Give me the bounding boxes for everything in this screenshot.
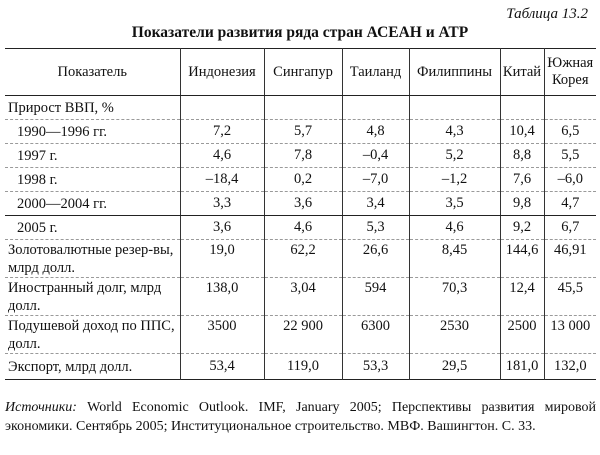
table-cell: 45,5 (544, 278, 596, 316)
table-title: Показатели развития ряда стран АСЕАН и АТР (131, 24, 469, 41)
table-cell: 2530 (409, 316, 500, 354)
column-header-indonesia: Индонезия (180, 49, 264, 96)
table-cell: 46,91 (544, 240, 596, 278)
column-header-thailand: Таиланд (342, 49, 409, 96)
table-cell: 22 900 (264, 316, 342, 354)
column-header-china: Китай (500, 49, 544, 96)
table-number: Таблица 13.2 (506, 6, 588, 22)
table-cell: 5,7 (264, 120, 342, 144)
row-label: 2000—2004 гг. (5, 192, 180, 216)
table-cell: 6300 (342, 316, 409, 354)
row-label: 1998 г. (5, 168, 180, 192)
table-cell: 119,0 (264, 354, 342, 380)
table-cell: 3,4 (342, 192, 409, 216)
table-cell: 4,6 (180, 144, 264, 168)
source-text: World Economic Outlook. IMF, January 2005; Перспективы развития мировой экономики. Сентябрь 2005; Институциональное строительство. МВФ. Вашингтон. С. 33. (5, 400, 596, 434)
table-cell (500, 96, 544, 120)
row-label: Подушевой доход по ППС, долл. (5, 316, 180, 354)
table-cell: –0,4 (342, 144, 409, 168)
table-cell: 3,5 (409, 192, 500, 216)
table-cell: 8,45 (409, 240, 500, 278)
row-label: Прирост ВВП, % (5, 96, 180, 120)
column-header-indicator: Показатель (5, 49, 180, 96)
table-cell: 7,2 (180, 120, 264, 144)
table-cell: 9,2 (500, 216, 544, 240)
table-cell: 4,3 (409, 120, 500, 144)
table-row (5, 168, 596, 192)
row-label: 1997 г. (5, 144, 180, 168)
table-cell: 138,0 (180, 278, 264, 316)
column-header-singapore: Сингапур (264, 49, 342, 96)
table-cell: 70,3 (409, 278, 500, 316)
table-cell: 144,6 (500, 240, 544, 278)
table-cell: 181,0 (500, 354, 544, 380)
table-cell: 8,8 (500, 144, 544, 168)
table-cell: 132,0 (544, 354, 596, 380)
table-row (5, 144, 596, 168)
table-cell (544, 96, 596, 120)
table-cell: 4,7 (544, 192, 596, 216)
table-cell: –7,0 (342, 168, 409, 192)
table-cell (409, 96, 500, 120)
table-row (5, 240, 596, 278)
table-cell: 53,4 (180, 354, 264, 380)
table-cell: –1,2 (409, 168, 500, 192)
table-cell: 4,6 (409, 216, 500, 240)
table-cell (264, 96, 342, 120)
table-cell: 5,3 (342, 216, 409, 240)
table-cell: 3,6 (180, 216, 264, 240)
table-cell: 3,6 (264, 192, 342, 216)
table-cell: 3500 (180, 316, 264, 354)
column-header-south-korea: Южная Корея (544, 49, 596, 96)
table-cell: 5,5 (544, 144, 596, 168)
table-cell: 4,8 (342, 120, 409, 144)
table-row (5, 354, 596, 380)
table-row (5, 120, 596, 144)
table-cell: 6,7 (544, 216, 596, 240)
indicators-table (5, 48, 596, 380)
table-cell: –18,4 (180, 168, 264, 192)
header-row (5, 49, 596, 96)
table-cell: 12,4 (500, 278, 544, 316)
row-label: Иностранный долг, млрд долл. (5, 278, 180, 316)
table-cell: 0,2 (264, 168, 342, 192)
table-cell: 3,04 (264, 278, 342, 316)
table-cell: 13 000 (544, 316, 596, 354)
table-row (5, 278, 596, 316)
table-row (5, 216, 596, 240)
table-cell: 5,2 (409, 144, 500, 168)
table-cell: 9,8 (500, 192, 544, 216)
table-row (5, 192, 596, 216)
column-header-philippines: Филиппины (409, 49, 500, 96)
table-cell: 19,0 (180, 240, 264, 278)
source-note (5, 398, 596, 436)
table-cell: –6,0 (544, 168, 596, 192)
table-cell: 7,8 (264, 144, 342, 168)
table-cell: 594 (342, 278, 409, 316)
table-cell: 3,3 (180, 192, 264, 216)
table-cell: 7,6 (500, 168, 544, 192)
table-cell: 10,4 (500, 120, 544, 144)
row-label: 2005 г. (5, 216, 180, 240)
table-cell: 2500 (500, 316, 544, 354)
table-cell: 62,2 (264, 240, 342, 278)
table-cell: 4,6 (264, 216, 342, 240)
source-label: Источники: (5, 400, 77, 415)
table-cell (180, 96, 264, 120)
row-label: Золотовалютные резер-вы, млрд долл. (5, 240, 180, 278)
row-label: 1990—1996 гг. (5, 120, 180, 144)
table-cell: 26,6 (342, 240, 409, 278)
table-cell: 53,3 (342, 354, 409, 380)
row-label: Экспорт, млрд долл. (8, 358, 133, 375)
table-row (5, 316, 596, 354)
table-cell: 6,5 (544, 120, 596, 144)
table-cell (342, 96, 409, 120)
table-cell: 29,5 (409, 354, 500, 380)
group-row-gdp-growth (5, 96, 596, 120)
